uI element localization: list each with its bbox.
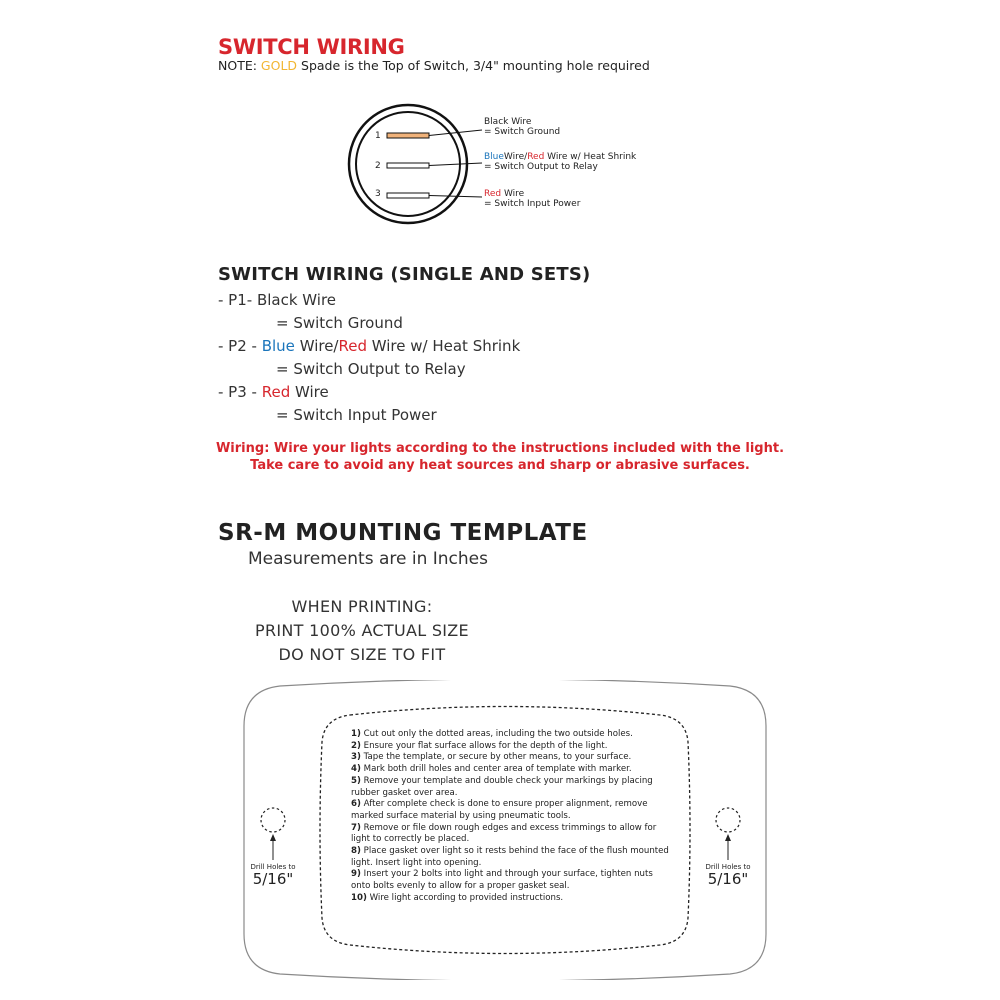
instruction-text: onto bolts evenly to allow for a proper gasket seal. [351, 881, 570, 892]
pin-3-function: = Switch Input Power [484, 199, 581, 209]
instruction-line [351, 788, 681, 800]
instruction-text: Insert your 2 bolts into light and through your surface, tighten nuts [360, 869, 653, 880]
instruction-line [351, 893, 681, 905]
p2-result: = Switch Output to Relay [276, 360, 466, 378]
pin-3-wire: Wire [501, 189, 525, 199]
pin-1-wire: Black Wire [484, 117, 532, 127]
p3-rest: Wire [290, 383, 329, 401]
arrow-left-head [270, 834, 276, 841]
switch-diagram [330, 100, 500, 230]
template-title: SR-M MOUNTING TEMPLATE [218, 520, 588, 546]
instruction-text: Remove or file down rough edges and excess trimmings to allow for [360, 822, 657, 833]
p3-prefix: - P3 - [218, 383, 262, 401]
note-prefix: NOTE: [218, 58, 257, 73]
pin-2-label [484, 152, 636, 172]
instruction-number: 3) [351, 752, 361, 763]
p2-mid: Wire/ [294, 337, 339, 355]
instruction-number: 4) [351, 764, 361, 775]
instruction-number: 8) [351, 846, 361, 857]
instruction-line [351, 741, 681, 753]
p3-red: Red [261, 383, 291, 401]
pin-2-rest: Wire w/ Heat Shrink [544, 152, 637, 162]
instruction-line [351, 776, 681, 788]
instruction-line [351, 881, 681, 893]
pin-3-label [484, 189, 580, 209]
p3-line [218, 383, 329, 401]
pin-1-function: = Switch Ground [484, 127, 561, 137]
pin-number-1: 1 [375, 131, 381, 141]
pin-2-mid: Wire/ [503, 152, 528, 162]
p2-prefix: - P2 - [218, 337, 262, 355]
print-line-2: PRINT 100% ACTUAL SIZE [255, 621, 469, 640]
instruction-line [351, 846, 681, 858]
instruction-number: 2) [351, 740, 361, 751]
spade-1 [387, 133, 429, 138]
sets-title: SWITCH WIRING (SINGLE AND SETS) [218, 264, 591, 285]
instruction-text: rubber gasket over area. [351, 787, 458, 798]
leader-3 [429, 196, 482, 198]
note-rest: Spade is the Top of Switch, 3/4" mounting hole required [301, 58, 650, 73]
instruction-line [351, 823, 681, 835]
spade-3 [387, 193, 429, 198]
instruction-text: light. Insert light into opening. [351, 857, 482, 868]
drill-label-left: Drill Holes to [250, 863, 296, 871]
p2-rest: Wire w/ Heat Shrink [366, 337, 521, 355]
instruction-line [351, 811, 681, 823]
drill-size-left: 5/16" [252, 870, 294, 888]
pin-1-label [484, 117, 560, 137]
instruction-line [351, 729, 681, 741]
instruction-text: light to correctly be placed. [351, 834, 470, 845]
pin-2-blue: Blue [484, 152, 504, 162]
note-gold: GOLD [260, 58, 298, 73]
instruction-line [351, 752, 681, 764]
switch-note [218, 58, 650, 73]
pin-3-red: Red [484, 189, 502, 199]
leader-2 [429, 163, 482, 166]
instruction-text: Remove your template and double check your markings by placing [360, 775, 653, 786]
warning-line-1: Wiring: Wire your lights according to the instructions included with the light. [215, 441, 785, 456]
p2-line [218, 337, 520, 355]
print-line-3: DO NOT SIZE TO FIT [278, 645, 446, 664]
drill-label-right: Drill Holes to [705, 863, 751, 871]
instruction-text: Wire light according to provided instructions. [366, 892, 564, 903]
instruction-line [351, 858, 681, 870]
instruction-line [351, 834, 681, 846]
instruction-text: Ensure your flat surface allows for the depth of the light. [360, 740, 608, 751]
instruction-text: Mark both drill holes and center area of template with marker. [360, 764, 632, 775]
pin-2-function: = Switch Output to Relay [484, 162, 598, 172]
instruction-text: marked surface material by using pneumatic tools. [351, 810, 571, 821]
instruction-number: 9) [351, 869, 361, 880]
template-subtitle: Measurements are in Inches [248, 549, 488, 569]
switch-wiring-title: SWITCH WIRING [218, 35, 405, 59]
instruction-text: Cut out only the dotted areas, including the two outside holes. [360, 729, 633, 739]
pin-number-3: 3 [375, 189, 381, 199]
instruction-number: 6) [351, 799, 361, 810]
instruction-number: 7) [351, 822, 361, 833]
template-instructions [351, 729, 681, 905]
drill-hole-left [261, 808, 285, 832]
p3-result: = Switch Input Power [276, 406, 437, 424]
warning-line-2: Take care to avoid any heat sources and sharp or abrasive surfaces. [250, 458, 750, 473]
instruction-text: After complete check is done to ensure proper alignment, remove [360, 799, 648, 810]
instruction-text: Tape the template, or secure by other means, to your surface. [360, 752, 632, 763]
p2-blue: Blue [261, 337, 295, 355]
p2-red: Red [338, 337, 367, 355]
pin-2-red: Red [527, 152, 545, 162]
print-line-1: WHEN PRINTING: [291, 597, 433, 616]
pin-number-2: 2 [375, 161, 381, 171]
spade-2 [387, 163, 429, 168]
instruction-line [351, 799, 681, 811]
p1-line: - P1- Black Wire [218, 291, 337, 309]
instruction-number: 1) [351, 729, 361, 739]
instruction-number: 10) [351, 892, 367, 903]
drill-size-right: 5/16" [707, 870, 749, 888]
instruction-line [351, 764, 681, 776]
arrow-right-head [725, 834, 731, 841]
instruction-line [351, 869, 681, 881]
instruction-number: 5) [351, 775, 361, 786]
instruction-text: Place gasket over light so it rests behind the face of the flush mounted [360, 846, 669, 857]
p1-result: = Switch Ground [276, 314, 403, 332]
drill-hole-right [716, 808, 740, 832]
